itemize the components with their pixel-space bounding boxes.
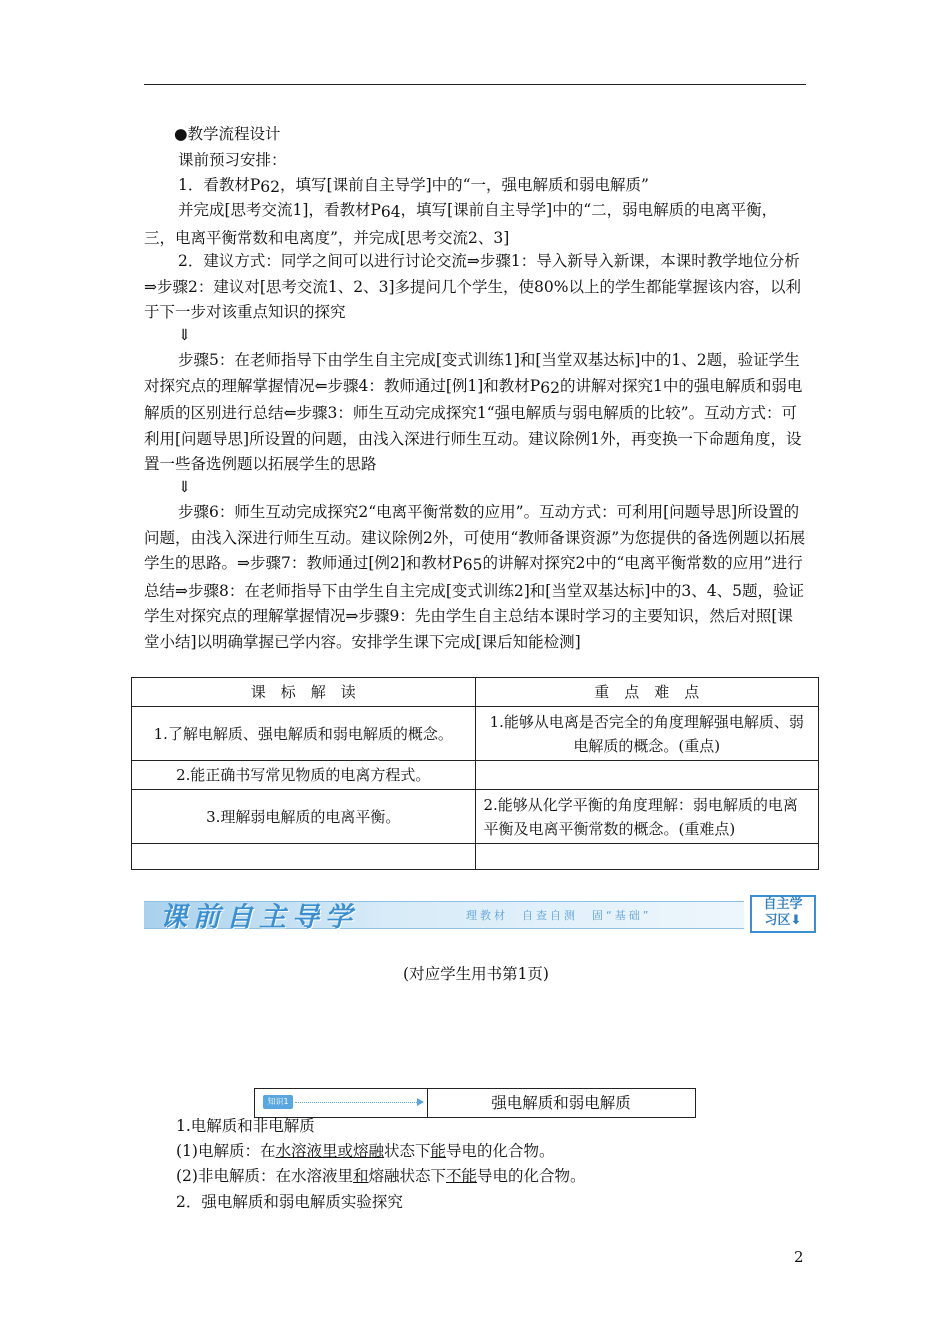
student-book-note: (对应学生用书第1页) bbox=[403, 965, 549, 983]
flow-arrow-1: ⇓ bbox=[178, 326, 191, 344]
def-electrolyte: (1)电解质：在水溶液里或熔融状态下能导电的化合物。 bbox=[176, 1142, 555, 1160]
table-cell: 2.能够从化学平衡的角度理解：弱电解质的电离平衡及电离平衡常数的概念。(重难点) bbox=[475, 790, 819, 844]
flow-item-1-cont: 并完成[思考交流1]，看教材$P_{64}$，填写[课前自主导学]中的“二，弱电解质的电离平衡，三，电离平衡常数和电离度”，并完成[思考交流2、3] bbox=[144, 201, 778, 247]
table-cell bbox=[132, 844, 476, 870]
header-cell: 课 标 解 读 bbox=[132, 678, 476, 707]
def-heading-2: 2．强电解质和弱电解质实验探究 bbox=[176, 1193, 403, 1211]
banner-subtitle: 理教材 自查自测 固“基础” bbox=[466, 909, 652, 922]
preview-label: 课前预习安排： bbox=[178, 151, 287, 169]
knowledge-tag-label: 知识1 bbox=[263, 1095, 293, 1109]
flow-item-2: 2．建议方式：同学之间可以进行讨论交流⇒步骤1：导入新导入新课，本课时教学地位分析⇒步骤2：建议对[思考交流1、2、3]多提问几个学生，使80%以上的学生都能掌握该内容，以利于下一步对该重点知识的探究 bbox=[144, 252, 801, 321]
section-banner bbox=[144, 895, 814, 933]
self-study-badge bbox=[750, 895, 816, 933]
table-cell: 3.理解弱电解质的电离平衡。 bbox=[132, 790, 476, 844]
table-row bbox=[132, 678, 819, 707]
flow-step-5: 步骤5：在老师指导下由学生自主完成[变式训练1]和[当堂双基达标]中的1、2题，验证学生对探究点的理解掌握情况⇐步骤4：教师通过[例1]和教材$P_{62}$的讲解对探究1中的强电解质和弱电解质的区别进行总结⇐步骤3：师生互动完成探究1“强电解质与弱电解质的比较”。互动方式：可利用[问题导思]所设置的问题，由浅入深进行师生互动。建议除例1外，再变换一下命题角度，设置一些备选例题以拓展学生的思路 bbox=[144, 351, 803, 473]
flow-arrow-2: ⇓ bbox=[178, 478, 191, 496]
table-cell: 1.了解电解质、强电解质和弱电解质的概念。 bbox=[132, 707, 476, 761]
badge-line-1: 自主学 bbox=[763, 897, 803, 912]
knowledge-tag bbox=[257, 1093, 425, 1111]
flow-item-1: 1．看教材$P_{62}$，填写[课前自主导学]中的“一，强电解质和弱电解质” bbox=[178, 176, 649, 196]
table-cell bbox=[475, 761, 819, 790]
flow-heading: ●教学流程设计 bbox=[174, 125, 281, 143]
dotted-line bbox=[295, 1102, 417, 1103]
section-title: 强电解质和弱电解质 bbox=[491, 1094, 631, 1112]
arrow-right-icon bbox=[417, 1098, 424, 1106]
table-row bbox=[132, 790, 819, 844]
def-heading-1: 1.电解质和非电解质 bbox=[176, 1117, 315, 1135]
table-row bbox=[132, 707, 819, 761]
flow-step-6: 步骤6：师生互动完成探究2“电离平衡常数的应用”。互动方式：可利用[问题导思]所设置的问题，由浅入深进行师生互动。建议除例2外，可使用“教师备课资源”为您提供的备选例题以拓展学生的思路。⇒步骤7：教师通过[例2]和教材$P_{65}$的讲解对探究2中的“电离平衡常数的应用”进行总结⇒步骤8：在老师指导下由学生自主完成[变式训练2]和[当堂双基达标]中的3、4、5题，验证学生对探究点的理解掌握情况⇒步骤9：先由学生自主总结本课时学习的主要知识，然后对照[课堂小结]以明确掌握已学内容。安排学生课下完成[课后知能检测] bbox=[144, 503, 806, 651]
table-row bbox=[132, 761, 819, 790]
badge-line-2: 习区⬇ bbox=[764, 913, 802, 928]
header-cell: 重 点 难 点 bbox=[475, 678, 819, 707]
table-row bbox=[132, 844, 819, 870]
objectives-table bbox=[131, 677, 819, 870]
table-cell bbox=[475, 844, 819, 870]
table-cell: 1.能够从电离是否完全的角度理解强电解质、弱电解质的概念。(重点) bbox=[475, 707, 819, 761]
page-number: 2 bbox=[794, 1248, 804, 1266]
table-cell: 2.能正确书写常见物质的电离方程式。 bbox=[132, 761, 476, 790]
def-non-electrolyte: (2)非电解质：在水溶液里和熔融状态下不能导电的化合物。 bbox=[176, 1167, 586, 1185]
banner-title: 课前自主导学 bbox=[160, 902, 358, 933]
header-rule bbox=[144, 84, 806, 85]
